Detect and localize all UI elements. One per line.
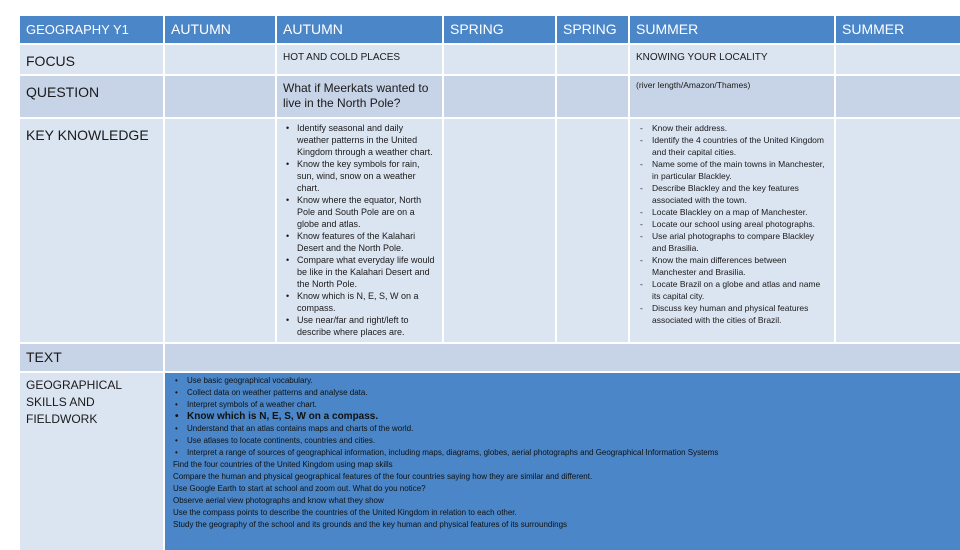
- list-item: • Interpret symbols of a weather chart.: [187, 399, 953, 411]
- skills-line: Find the four countries of the United Kingdom using map skills: [173, 460, 393, 469]
- focus-summer-1: KNOWING YOUR LOCALITY: [630, 45, 834, 74]
- list-item: • Know where the equator, North Pole and South Pole are on a globe and atlas.: [297, 194, 436, 230]
- skills-line: Observe aerial view photographs and know what they show: [173, 496, 384, 505]
- list-item: • Use atlases to locate continents, countries and cities.: [187, 435, 953, 447]
- header-autumn-2: AUTUMN: [277, 16, 442, 43]
- list-item: - Name some of the main towns in Manchester, in particular Blackley.: [652, 158, 828, 182]
- list-item: - Know their address.: [652, 122, 828, 134]
- list-item: • Know which is N, E, S, W on a compass.: [297, 290, 436, 314]
- row-label-question: QUESTION: [20, 76, 163, 117]
- row-label-key-knowledge: KEY KNOWLEDGE: [20, 119, 163, 342]
- knowledge-summer-1-list: [636, 122, 828, 326]
- row-label-text: TEXT: [20, 344, 163, 371]
- list-item: - Locate our school using areal photographs.: [652, 218, 828, 230]
- text-content: [165, 344, 960, 371]
- list-item: - Discuss key human and physical features associated with the cities of Brazil.: [652, 302, 828, 326]
- knowledge-summer-1: [630, 119, 834, 342]
- list-item: - Locate Brazil on a globe and atlas and name its capital city.: [652, 278, 828, 302]
- list-item: • Know features of the Kalahari Desert and the North Pole.: [297, 230, 436, 254]
- skills-line: Study the geography of the school and its grounds and the key human and physical features of its surroundings: [173, 520, 568, 529]
- list-item: - Describe Blackley and the key features associated with the town.: [652, 182, 828, 206]
- skills-content: [165, 373, 960, 550]
- list-item: • Understand that an atlas contains maps and charts of the world.: [187, 423, 953, 435]
- list-item: • Know the key symbols for rain, sun, wind, snow on a weather chart.: [297, 158, 436, 194]
- focus-spring-2: [557, 45, 628, 74]
- skills-line: Use Google Earth to start at school and zoom out. What do you notice?: [173, 484, 426, 493]
- question-autumn-1: [165, 76, 275, 117]
- question-spring-1: [444, 76, 555, 117]
- row-label-geographical-skills: GEOGRAPHICAL SKILLS AND FIELDWORK: [20, 373, 163, 550]
- skills-lines: [173, 459, 953, 531]
- question-autumn-2: What if Meerkats wanted to live in the North Pole?: [277, 76, 442, 117]
- list-item: • Identify seasonal and daily weather patterns in the United Kingdom through a weather chart.: [297, 122, 436, 158]
- knowledge-summer-2: [836, 119, 960, 342]
- list-item: - Use arial photographs to compare Blackley and Brasilia.: [652, 230, 828, 254]
- question-summer-2: [836, 76, 960, 117]
- row-label-focus: FOCUS: [20, 45, 163, 74]
- knowledge-autumn-2-list: [283, 122, 436, 338]
- focus-autumn-1: [165, 45, 275, 74]
- focus-spring-1: [444, 45, 555, 74]
- question-spring-2: [557, 76, 628, 117]
- list-item: • Use basic geographical vocabulary.: [187, 375, 953, 387]
- list-item: • Collect data on weather patterns and analyse data.: [187, 387, 953, 399]
- skills-bullet-list: [173, 375, 953, 459]
- question-summer-1: (river length/Amazon/Thames): [630, 76, 834, 117]
- header-geography-y1: GEOGRAPHY Y1: [20, 16, 163, 43]
- header-autumn-1: AUTUMN: [165, 16, 275, 43]
- list-item: - Know the main differences between Manchester and Brasilia.: [652, 254, 828, 278]
- knowledge-autumn-2: [277, 119, 442, 342]
- list-item: • Compare what everyday life would be like in the Kalahari Desert and the North Pole.: [297, 254, 436, 290]
- focus-autumn-2: HOT AND COLD PLACES: [277, 45, 442, 74]
- header-spring-1: SPRING: [444, 16, 555, 43]
- skills-line: Use the compass points to describe the countries of the United Kingdom in relation to each other.: [173, 508, 517, 517]
- curriculum-table: [20, 16, 949, 540]
- list-item: • Know which is N, E, S, W on a compass.: [187, 411, 953, 423]
- knowledge-spring-2: [557, 119, 628, 342]
- skills-line: Compare the human and physical geographical features of the four countries saying how they are similar and different.: [173, 472, 593, 481]
- list-item: - Locate Blackley on a map of Manchester.: [652, 206, 828, 218]
- knowledge-spring-1: [444, 119, 555, 342]
- header-summer-1: SUMMER: [630, 16, 834, 43]
- list-item: • Interpret a range of sources of geographical information, including maps, diagrams, globes, aerial photographs and Geographical Information Systems: [187, 447, 953, 459]
- focus-summer-2: [836, 45, 960, 74]
- knowledge-autumn-1: [165, 119, 275, 342]
- header-summer-2: SUMMER: [836, 16, 960, 43]
- list-item: • Use near/far and right/left to describe where places are.: [297, 314, 436, 338]
- header-spring-2: SPRING: [557, 16, 628, 43]
- list-item: - Identify the 4 countries of the United Kingdom and their capital cities.: [652, 134, 828, 158]
